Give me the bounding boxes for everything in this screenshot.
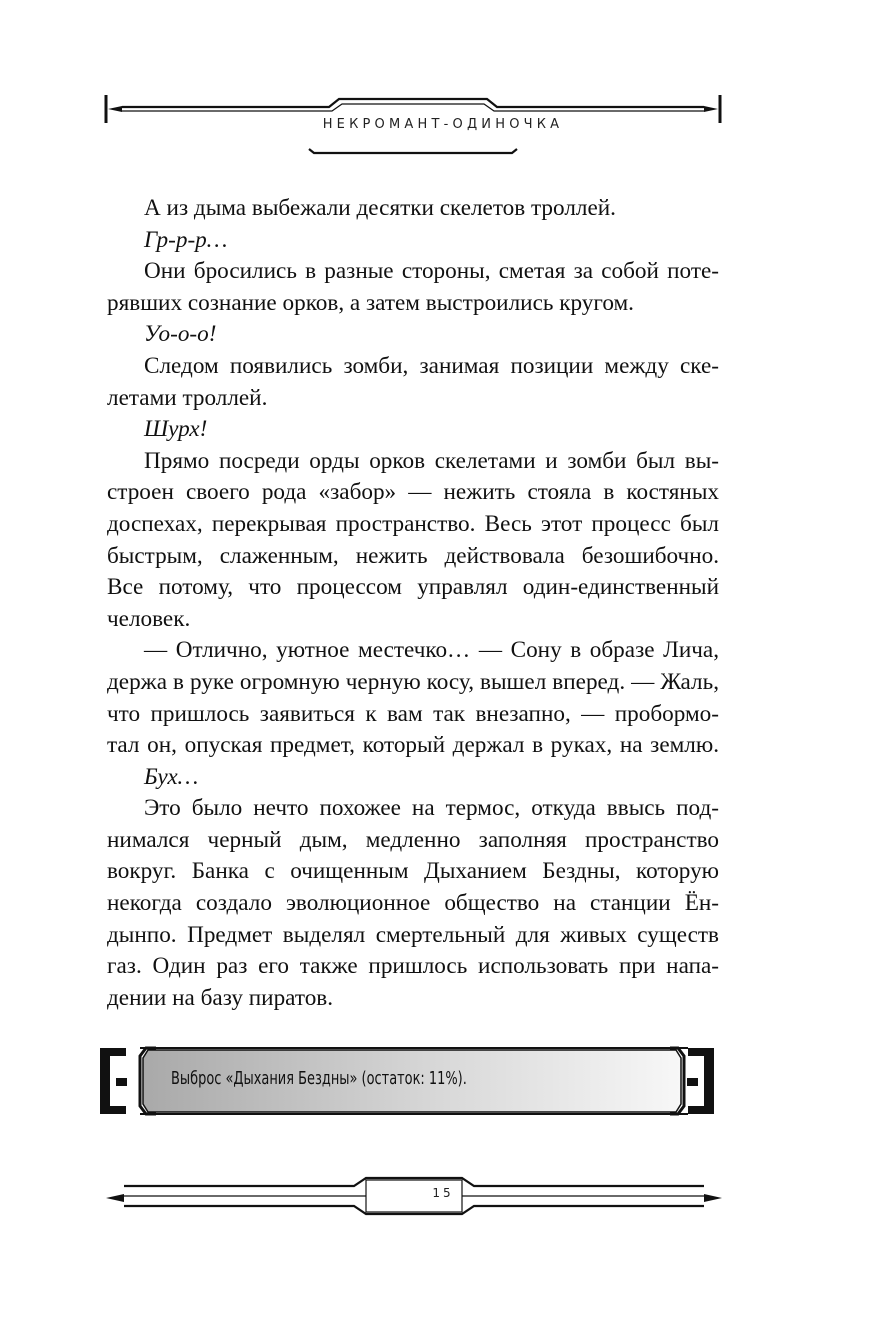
text-line: Шурх! — [144, 416, 208, 443]
text-line: что пришлось заявиться к вам так внезапно, — пробормо- — [107, 700, 719, 727]
text-line: быстрым, слаженным, нежить действовала безошибочно. — [107, 542, 719, 569]
text-line: газ. Один раз его также пришлось использовать при напа- — [107, 953, 719, 980]
text-line: держа в руке огромную черную косу, вышел вперед. — Жаль, — [107, 668, 719, 695]
text-line: летами троллей. — [107, 384, 268, 411]
text-line: доспехах, перекрывая пространство. Весь этот процесс был — [107, 510, 719, 537]
text-line: дынпо. Предмет выделял смертельный для живых существ — [107, 921, 719, 948]
text-line: Следом появились зомби, занимая позиции между ске- — [144, 352, 719, 379]
text-line: Бух… — [144, 763, 199, 790]
text-line: дении на базу пиратов. — [107, 984, 334, 1011]
text-line: человек. — [107, 605, 191, 632]
body-text — [107, 193, 719, 1014]
text-line: рявших сознание орков, а затем выстроились кругом. — [107, 289, 634, 316]
text-line: А из дыма выбежали десятки скелетов троллей. — [144, 195, 616, 221]
text-line: некогда создало эволюционное общество на станции Ён- — [107, 890, 719, 917]
system-message-box — [96, 1044, 792, 1122]
text-line: строен своего рода «забор» — нежить стояла в костяных — [107, 479, 719, 506]
system-message-text: Выброс «Дыхания Бездны» (остаток: 11%). — [171, 1069, 467, 1089]
running-title: НЕКРОМАНТ-ОДИНОЧКА — [322, 117, 564, 132]
text-line: нимался черный дым, медленно заполняя пространство — [107, 826, 719, 853]
text-line: Все потому, что процессом управлял один-единственный — [107, 574, 719, 601]
text-line: Это было нечто похожее на термос, откуда ввысь под- — [144, 795, 719, 822]
text-line: Прямо посреди орды орков скелетами и зомби был вы- — [144, 447, 719, 474]
page-number: 15 — [432, 1186, 454, 1200]
text-line: — Отлично, уютное местечко… — Сону в образе Лича, — [144, 637, 719, 664]
text-line: Гр-р-р… — [144, 226, 228, 253]
text-line: Они бросились в разные стороны, сметая за собой поте- — [144, 258, 719, 285]
text-line: Уо-о-о! — [144, 321, 217, 348]
text-line: вокруг. Банка с очищенным Дыханием Бездны, которую — [107, 858, 719, 885]
text-line: тал он, опуская предмет, который держал в руках, на землю. — [107, 732, 719, 759]
